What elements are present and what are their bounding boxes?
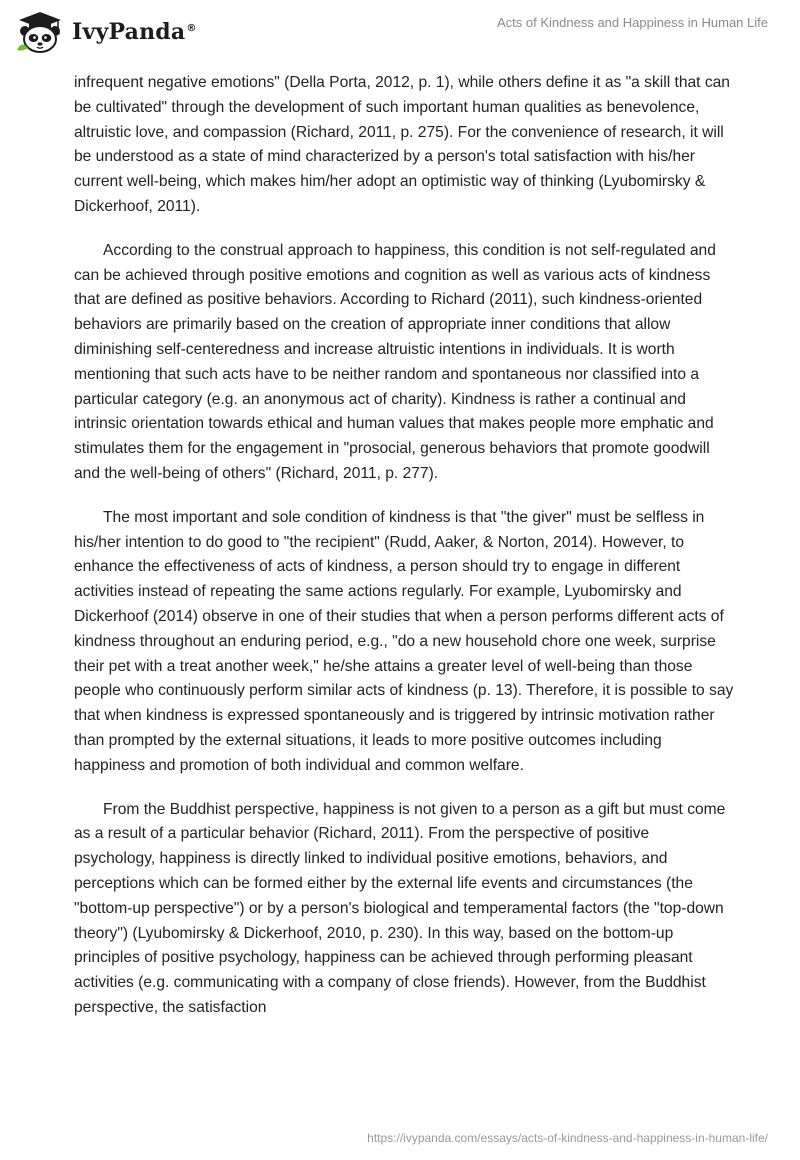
paragraph: According to the construal approach to happiness, this condition is not self-regulated and can be achieved through positive emotions and cognition as well as various acts of kindness that are defined as positive behaviors. According to Richard (2011), such kindness-oriented behaviors are primarily based on the creation of appropriate inner conditions that allow diminishing self-centeredness and increase altruistic intentions in individuals. It is worth mentioning that such acts have to be neither random and spontaneous nor classified into a particular category (e.g. an anonymous act of charity). Kindness is rather a continual and intrinsic orientation towards ethical and human values that makes people more emphatic and stimulates them for the engagement in "prosocial, generous behaviors that promote goodwill and the well-being of others" (Richard, 2011, p. 277).	[74, 241, 716, 482]
paragraph: From the Buddhist perspective, happiness is not given to a person as a gift but must come as a result of a particular behavior (Richard, 2011). From the perspective of positive psychology, happiness is directly linked to individual positive emotions, behaviors, and perceptions which can be formed either by the external life events and circumstances (the "bottom-up perspective") or by a person's biological and temperamental factors (the "top-down theory") (Lyubomirsky & Dickerhoof, 2010, p. 230). In this way, based on the bottom-up principles of positive psychology, happiness can be achieved through performing pleasant activities (e.g. communicating with a company of close friends). However, from the Buddhist perspective, the satisfaction	[74, 800, 726, 1016]
page-header	[0, 0, 800, 64]
panda-graduate-icon	[14, 10, 66, 54]
source-url[interactable]: https://ivypanda.com/essays/acts-of-kindness-and-happiness-in-human-life/	[367, 1131, 768, 1145]
document-title: Acts of Kindness and Happiness in Human Life	[497, 15, 768, 30]
paragraph-continuation: infrequent negative emotions" (Della Porta, 2012, p. 1), while others define it as "a skill that can be cultivated" through the development of such important human qualities as benevolence, altruistic love, and compassion (Richard, 2011, p. 275). For the convenience of research, it will be understood as a state of mind characterized by a person's total satisfaction with his/her current well-being, which makes him/her adopt an optimistic way of thinking (Lyubomirsky & Dickerhoof, 2011).	[74, 74, 730, 215]
brand-name: IvyPanda®	[72, 19, 197, 45]
paragraph: The most important and sole condition of kindness is that "the giver" must be selfless in his/her intention to do good to "the recipient" (Rudd, Aaker, & Norton, 2014). However, to enhance the effectiveness of acts of kindness, a person should try to engage in different activities instead of repeating the same actions regularly. For example, Lyubomirsky and Dickerhoof (2014) observe in one of their studies that when a person performs different acts of kindness throughout an enduring period, e.g., "do a new household chore one week, surprise their pet with a treat another week," he/she attains a greater level of well-being than those people who continuously perform similar acts of kindness (p. 13). Therefore, it is possible to say that when kindness is expressed spontaneously and is triggered by intrinsic motivation rather than prompted by the external situations, it leads to more positive outcomes including happiness and promotion of both individual and common welfare.	[74, 508, 734, 774]
essay-body	[74, 71, 734, 1040]
ivypanda-logo[interactable]	[14, 10, 197, 54]
registered-mark: ®	[186, 22, 197, 34]
